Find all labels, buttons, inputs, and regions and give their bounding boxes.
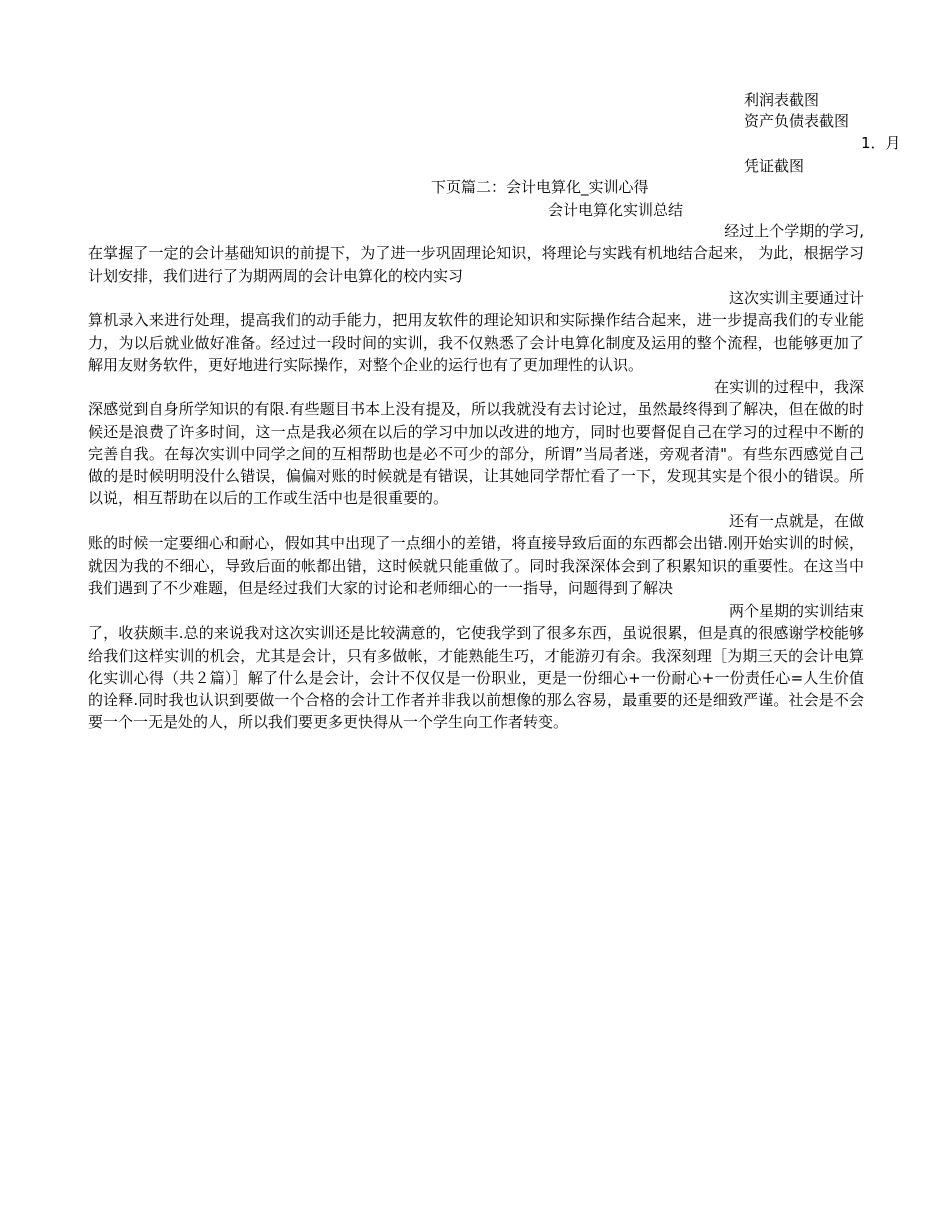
paragraph-3 bbox=[88, 376, 864, 510]
next-page-title: 下页篇二：会计电算化_实训心得 bbox=[431, 178, 649, 196]
paragraph-lead: 两个星期的实训结束 bbox=[728, 602, 864, 620]
month-label: 1．月 bbox=[861, 134, 901, 152]
voucher-caption: 凭证截图 bbox=[744, 157, 805, 175]
paragraph-5 bbox=[88, 600, 864, 734]
paragraph-1 bbox=[88, 220, 864, 287]
paragraph-body: 深感觉到自身所学知识的有限.有些题目书本上没有提及，所以我就没有去讨论过，虽然最终得到了解决，但在做的时候还是浪费了许多时间，这一点是我必须在以后的学习中加以改进的地方，同时也要督促自己在学习的过程中不断的完善自我。在每次实训中同学之间的互相帮助也是必不可少的部分，所谓”当局者迷，旁观者清"。有些东西感觉自己做的是时候明明没什么错误，偏偏对账的时候就是有错误，让其她同学帮忙看了一下，发现其实是个很小的错误。所以说，相互帮助在以后的工作或生活中也是很重要的。 bbox=[88, 400, 864, 508]
document-title: 会计电算化实训总结 bbox=[548, 201, 684, 219]
paragraph-body: 账的时候一定要细心和耐心，假如其中出现了一点细小的差错，将直接导致后面的东西都会出错.刚开始实训的时候，就因为我的不细心，导致后面的帐都出错，这时候就只能重做了。同时我深深体会到了积累知识的重要性。在这当中我们遇到了不少难题，但是经过我们大家的讨论和老师细心的一一指导，问题得到了解决 bbox=[88, 534, 864, 597]
paragraph-lead: 经过上个学期的学习, bbox=[724, 222, 864, 240]
paragraph-lead: 还有一点就是，在做 bbox=[728, 512, 864, 530]
balance-sheet-caption: 资产负债表截图 bbox=[744, 112, 850, 130]
paragraph-body: 了，收获颇丰.总的来说我对这次实训还是比较满意的，它使我学到了很多东西，虽说很累，但是真的很感谢学校能够给我们这样实训的机会，尤其是会计，只有多做帐，才能熟能生巧，才能游刃有余。我深刻理［为期三天的会计电算化实训心得（共２篇）］解了什么是会计，会计不仅仅是一份职业，更是一份细心+一份耐心+一份责任心=人生价值的诠释.同时我也认识到要做一个合格的会计工作者并非我以前想像的那么容易，最重要的还是细致严谨。社会是不会要一个一无是处的人，所以我们要更多更快得从一个学生向工作者转变。 bbox=[88, 624, 864, 732]
paragraph-body: 算机录入来进行处理，提高我们的动手能力，把用友软件的理论知识和实际操作结合起来，进一步提高我们的专业能力，为以后就业做好准备。经过过一段时间的实训，我不仅熟悉了会计电算化制度及运用的整个流程，也能够更加了解用友财务软件，更好地进行实际操作，对整个企业的运行也有了更加理性的认识。 bbox=[88, 311, 864, 374]
paragraph-lead: 这次实训主要通过计 bbox=[728, 289, 864, 307]
profit-statement-caption: 利润表截图 bbox=[744, 91, 820, 109]
paragraph-lead: 在实训的过程中，我深 bbox=[713, 378, 864, 396]
paragraph-body: 在掌握了一定的会计基础知识的前提下，为了进一步巩固理论知识，将理论与实践有机地结合起来， 为此，根据学习计划安排，我们进行了为期两周的会计电算化的校内实习 bbox=[88, 244, 864, 285]
paragraph-4 bbox=[88, 510, 864, 599]
paragraph-2 bbox=[88, 287, 864, 376]
